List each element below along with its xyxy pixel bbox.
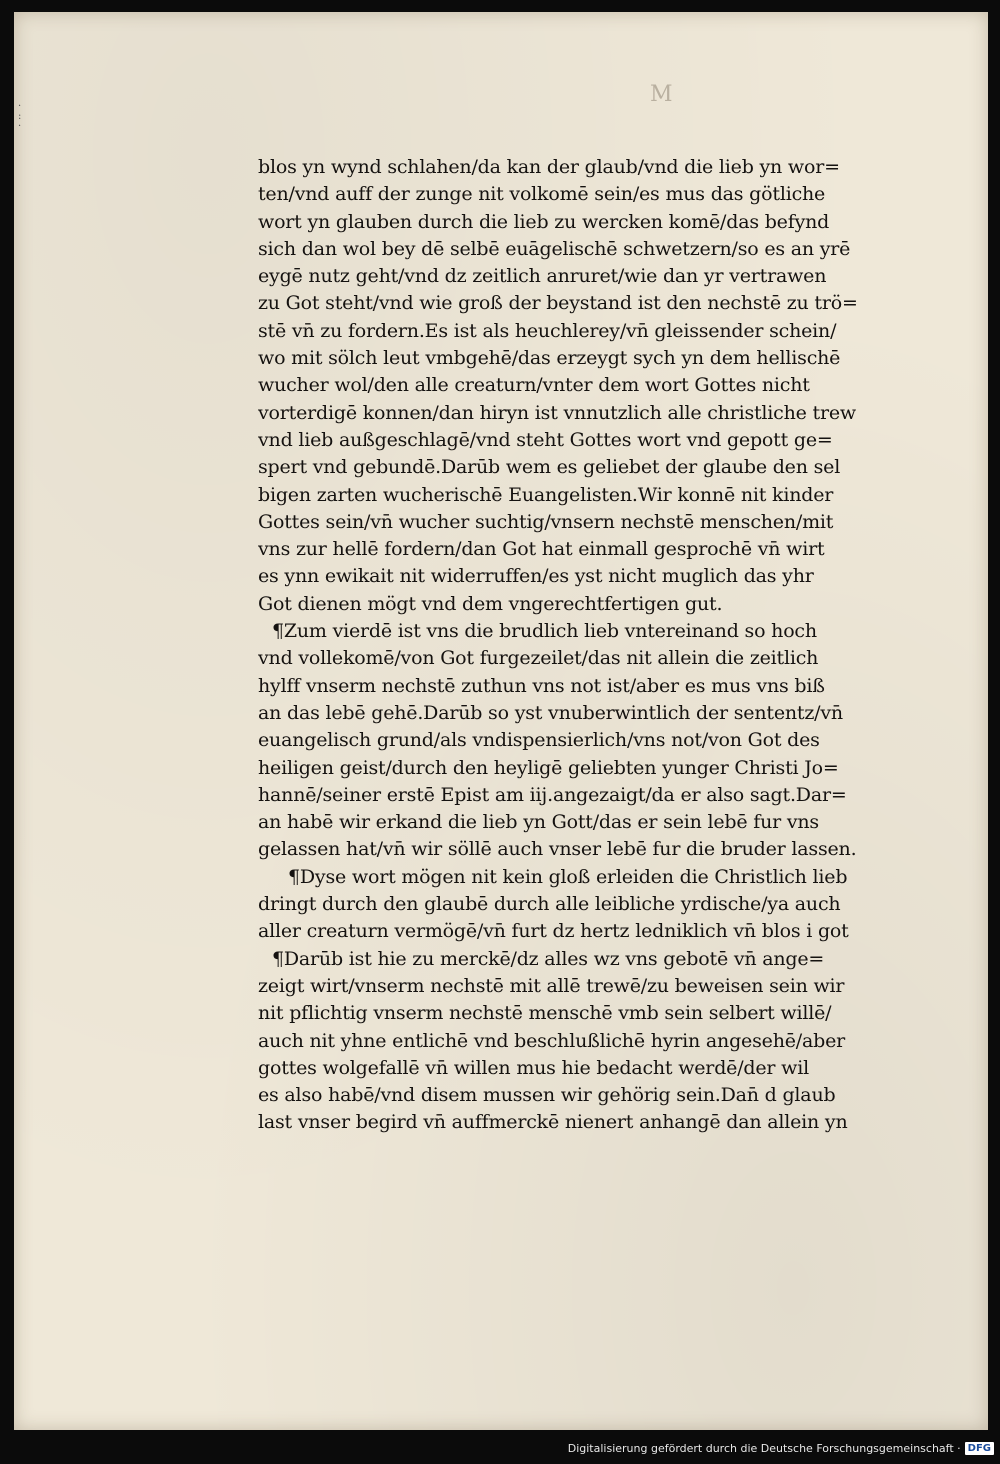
text-line: spert vnd gebundē.Darūb wem es geliebet der glaube den sel <box>258 456 841 479</box>
page-mark: M <box>650 82 673 107</box>
text-line: heiligen geist/durch den heyligē geliebten yunger Christi Jo= <box>258 756 839 779</box>
text-line: gelassen hat/vn̄ wir söllē auch vnser lebē fur die bruder lassen. <box>258 838 857 861</box>
text-line: zu Got steht/vnd wie groß der beystand ist den nechstē zu trö= <box>258 292 858 315</box>
text-line: an das lebē gehē.Darūb so yst vnuberwintlich der sententz/vn̄ <box>258 701 843 724</box>
text-line: blos yn wynd schlahen/da kan der glaub/vnd die lieb yn wor= <box>258 156 840 178</box>
text-line: es ynn ewikait nit widerruffen/es yst nicht muglich das yhr <box>258 565 814 588</box>
funding-credit: Digitalisierung gefördert durch die Deutsche Forschungsgemeinschaft · <box>567 1441 961 1455</box>
printed-text-block <box>258 154 958 1137</box>
text-line: ¶Zum vierdē ist vns die brudlich lieb vntereinand so hoch <box>272 620 817 643</box>
text-line: wucher wol/den alle creaturn/vnter dem wort Gottes nicht <box>258 374 810 397</box>
text-line: ¶Dyse wort mögen nit kein gloß erleiden die Christlich lieb <box>288 865 848 888</box>
text-line: hylff vnserm nechstē zuthun vns not ist/aber es mus vns biß <box>258 674 825 697</box>
text-line: gottes wolgefallē vn̄ willen mus hie bedacht werdē/der wil <box>258 1056 809 1079</box>
book-page <box>14 12 988 1430</box>
text-line: Gottes sein/vn̄ wucher suchtig/vnsern nechstē menschen/mit <box>258 510 834 533</box>
text-line: es also habē/vnd disem mussen wir gehörig sein.Dan̄ d glaub <box>258 1084 836 1107</box>
text-line: an habē wir erkand die lieb yn Gott/das er sein lebē fur vns <box>258 811 819 834</box>
text-line: last vnser begird vn̄ auffmerckē nienert anhangē dan allein yn <box>258 1111 848 1134</box>
text-line: vns zur hellē fordern/dan Got hat einmall gesprochē vn̄ wirt <box>258 538 825 561</box>
text-line: zeigt wirt/vnserm nechstē mit allē trewē/zu beweisen sein wir <box>258 974 845 997</box>
text-line: ten/vnd auff der zunge nit volkomē sein/es mus das götliche <box>258 183 826 206</box>
text-line: eygē nutz geht/vnd dz zeitlich anruret/wie dan yr vertrawen <box>258 265 827 288</box>
text-line: vorterdigē konnen/dan hiryn ist vnnutzlich alle christliche trew <box>258 401 856 424</box>
text-line: aller creaturn vermögē/vn̄ furt dz hertz ledniklich vn̄ blos i got <box>258 920 849 943</box>
text-line: nit pflichtig vnserm nechstē menschē vmb sein selbert willē/ <box>258 1002 832 1025</box>
digitization-footer <box>0 1438 1000 1458</box>
text-line: wo mit sölch leut vmbgehē/das erzeygt sych yn dem hellischē <box>258 347 841 370</box>
text-line: vnd lieb außgeschlagē/vnd steht Gottes wort vnd gepott ge= <box>258 428 833 451</box>
text-line: Got dienen mögt vnd dem vngerechtfertigen gut. <box>258 592 723 615</box>
text-line: wort yn glauben durch die lieb zu wercken komē/das befynd <box>258 210 830 233</box>
text-line: ¶Darūb ist hie zu merckē/dz alles wz vns gebotē vn̄ ange= <box>272 947 825 970</box>
gutter-marks: · : · <box>18 101 22 132</box>
text-line: euangelisch grund/als vndispensierlich/vns not/von Got des <box>258 729 820 752</box>
text-line: auch nit yhne entlichē vnd beschlußlichē hyrin angesehē/aber <box>258 1029 845 1052</box>
text-line: bigen zarten wucherischē Euangelisten.Wir konnē nit kinder <box>258 483 834 506</box>
text-line: sich dan wol bey dē selbē euāgelischē schwetzern/so es an yrē <box>258 237 851 260</box>
dfg-logo: DFG <box>965 1442 994 1455</box>
text-line: stē vn̄ zu fordern.Es ist als heuchlerey/vn̄ gleissender schein/ <box>258 319 837 342</box>
text-line: vnd vollekomē/von Got furgezeilet/das nit allein die zeitlich <box>258 647 819 670</box>
text-line: hannē/seiner erstē Epist am iij.angezaigt/da er also sagt.Dar= <box>258 783 847 806</box>
text-line: dringt durch den glaubē durch alle leibliche yrdische/ya auch <box>258 893 841 916</box>
